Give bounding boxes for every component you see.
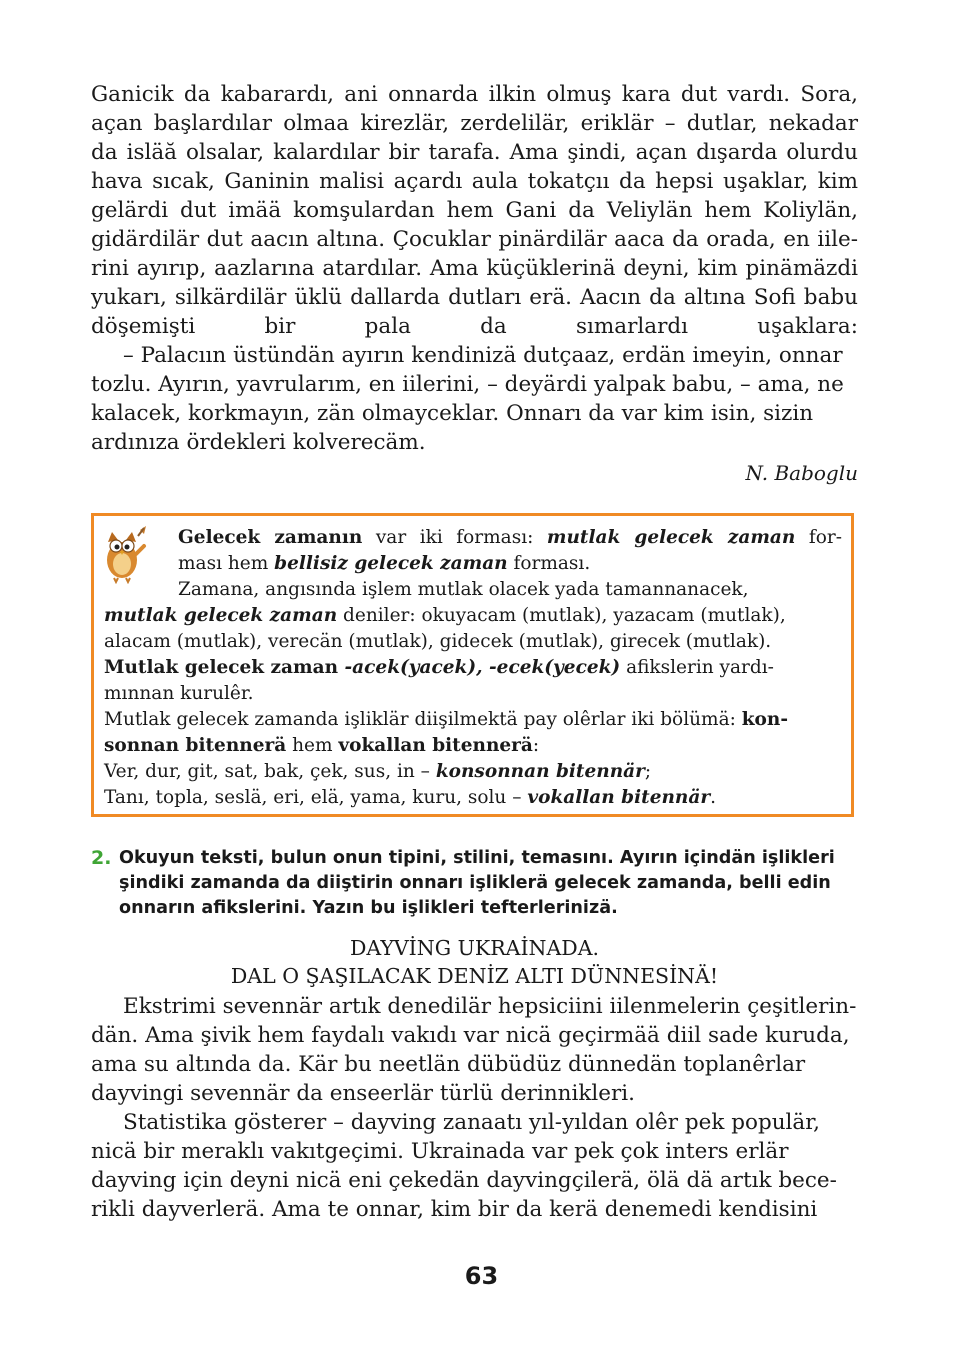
story-line: döşemişti bir pala da sımarlardı uşaklara: — [91, 314, 858, 339]
story-line: açan başlardılar olmaa kirezlär, zerdelilär, eriklär – dutlar, nekadar — [91, 111, 858, 136]
article-line: rikli dayverlerä. Ama te onnar, kim bir da kerä denemedi kendisini — [91, 1197, 818, 1222]
page-number: 63 — [464, 1262, 499, 1290]
task-instruction — [91, 846, 858, 921]
article-line: dayving için deyni nicä eni çekedän dayvingçilerä, ölä dä artık bece- — [91, 1168, 837, 1193]
dialog-line: ardınıza ördekleri kolverecäm. — [91, 430, 426, 455]
article-line: ama su altında da. Kär bu neetlän dübüdüz dünnedän toplanêrlar — [91, 1052, 806, 1077]
story-line: hava sıcak, Ganinin malisi açardı aula tokatçıı da hepsi uşaklar, kim — [91, 169, 858, 194]
story-line: rini ayırıp, aazlarına atardılar. Ama küçüklerinä deyni, kim pinämäzdi — [91, 256, 858, 281]
article-line: dän. Ama şivik hem faydalı vakıdı var nicä geçirmää diil sade kuruda, — [91, 1023, 850, 1048]
story-line: gidärdilär dut aacın altına. Çocuklar pinärdilär aaca da orada, en iile- — [91, 227, 858, 252]
dialog-line: kalacek, korkmayın, zän olmayceklar. Onnarı da var kim isin, sizin — [91, 401, 814, 426]
task-line: şindiki zamanda da diiştirin onnarı işliklerä gelecek zamanda, belli edin — [119, 873, 831, 893]
task-line: onnarın afikslerini. Yazın bu işlikleri tefterlerinizä. — [119, 898, 618, 918]
dialog-line: tozlu. Ayırın, yavrularım, en iilerini, – deyärdi yalpak babu, – ama, ne — [91, 372, 844, 397]
story-line: yukarı, silkärdilär üklü dallarda dutları erä. Aacın da altına Sofi babu — [91, 285, 858, 310]
task-line: Okuyun teksti, bulun onun tipini, stilini, temasını. Ayırın içindän işlikleri — [119, 848, 835, 868]
article-line: dayvingi sevennär da enseerlär türlü derinnikleri. — [91, 1081, 636, 1106]
article-line: Statistika gösterer – dayving zanaatı yıl-yıldan olêr pek populär, — [123, 1110, 820, 1135]
story-line: da isläă olsalar, kalardılar bir tarafa. Ama şindi, açan dışarda olurdu — [91, 140, 858, 165]
article-text — [91, 992, 858, 1224]
author: N. Baboglu — [745, 461, 858, 485]
article-line: Ekstrimi sevennär artık denedilär hepsiciini iilenmelerin çeşitlerin- — [123, 994, 857, 1019]
article-title-line: DAYVİNG UKRAİNADA. — [349, 936, 600, 960]
article-title-line: DAL O ŞAŞILACAK DENİZ ALTI DÜNNESİNÄ! — [230, 964, 719, 988]
story-text — [91, 80, 858, 488]
task-number: 2. — [91, 847, 112, 869]
grammar-rule-text: Gelecek zamanın var iki forması: mutlak gelecek zaman for- ması hem bellisiz gelecek zaman forması. Zamana, angısında işlem mutlak olacek yada tamannanacek, mutlak gelecek zaman deniler: okuyacam (mutlak), yazacam (mutlak), alacam (mutlak), verecän (mutlak), gidecek (mutlak), girecek (mutlak). Mutlak gelecek zaman -acek(yacek), -ecek(yecek) afikslerin yardı- mınnan kurulêr. Mutlak gelecek zamanda işliklär diişilmektä pay olêrlar iki bölümä: kon- sonnan bitennerä hem vokallan bitennerä: Ver, dur, git, sat, bak, çek, sus, in – konsonnan bitennär; Tanı, topla, seslä, eri, elä, yama, kuru, solu – vokallan bitennär. — [104, 527, 842, 808]
dialog-line: – Palacıın üstündän ayırın kendinizä dutçaaz, erdän imeyin, onnar — [123, 343, 843, 368]
article-line: nicä bir meraklı vakıtgeçimi. Ukrainada var pek çok inters erlär — [91, 1139, 789, 1164]
article-heading — [91, 934, 858, 990]
story-line: gelärdi dut imää komşulardan hem Gani da Veliylän hem Koliylän, — [91, 198, 858, 223]
grammar-rule-box — [91, 513, 854, 817]
story-line: Ganicik da kabarardı, ani onnarda ilkin olmuş kara dut vardı. Sora, — [91, 82, 858, 107]
